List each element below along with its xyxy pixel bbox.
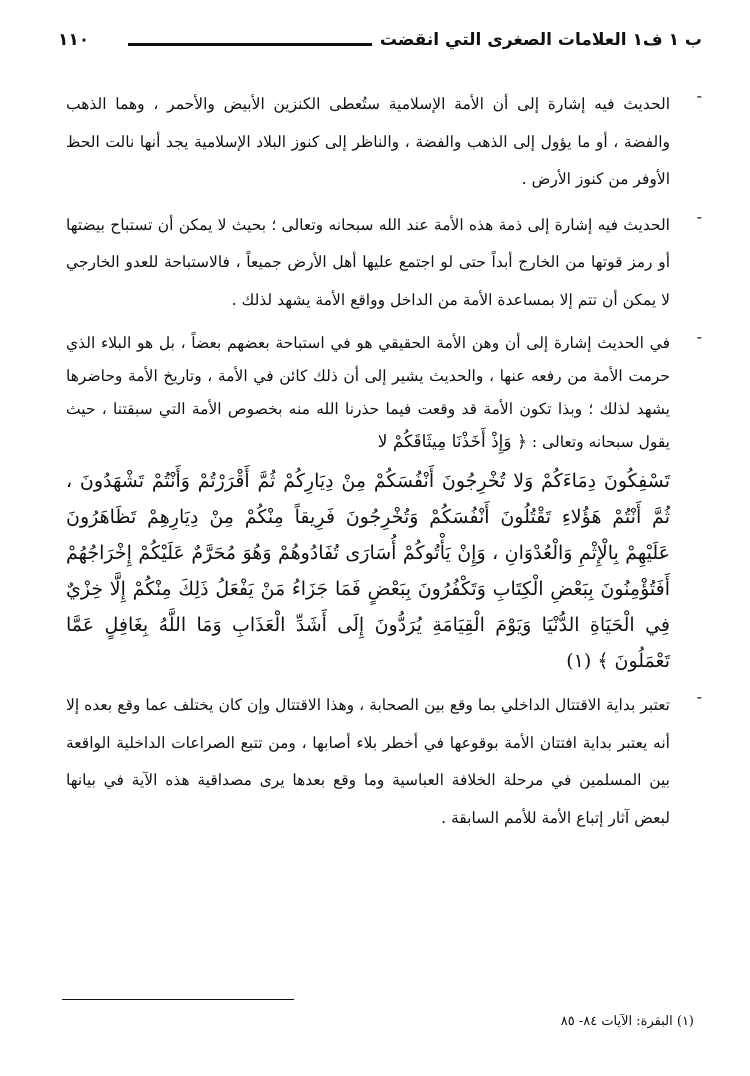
bullet-dash: - bbox=[696, 687, 702, 706]
paragraph-text: الحديث فيه إشارة إلى ذمة هذه الأمة عند الله سبحانه وتعالى ؛ بحيث لا يمكن أن تستباح بيضتها أو رمز قوتها من الخارج أبداً حتى لو اجتمع عليها أهل الأرض جميعاً ، فالاستباحة للعدو الخارجي لا يمكن أن تتم إلا بمساعدة الأمة من الداخل وواقع الأمة يشهد لذلك . bbox=[66, 215, 670, 309]
paragraph-with-quote bbox=[66, 327, 670, 459]
footnote: (١) البقرة: الآيات ٨٤- ٨٥ bbox=[560, 1014, 694, 1029]
list-item bbox=[66, 687, 702, 837]
page-body bbox=[66, 86, 702, 845]
running-title: ب ١ ف١ العلامات الصغرى التي انقضت bbox=[379, 30, 702, 50]
quran-verse: تَسْفِكُونَ دِمَاءَكُمْ وَلا تُخْرِجُونَ أَنْفُسَكُمْ مِنْ دِيَارِكُمْ ثُمَّ أَقْرَرْتُمْ وَأَنْتُمْ تَشْهَدُونَ ، ثُمَّ أَنْتُمْ هَؤُلاءِ تَقْتُلُونَ أَنْفُسَكُمْ وَتُخْرِجُونَ فَرِيقاً مِنْكُمْ مِنْ دِيَارِهِمْ تَظَاهَرُونَ عَلَيْهِمْ بِالْإِثْمِ وَالْعُدْوَانِ ، وَإِنْ يَأْتُوكُمْ أُسَارَى تُفَادُوهُمْ وَهُوَ مُحَرَّمٌ عَلَيْكُمْ إِخْرَاجُهُمْ أَفَتُؤْمِنُونَ بِبَعْضِ الْكِتَابِ وَتَكْفُرُونَ بِبَعْضٍ فَمَا جَزَاءُ مَنْ يَفْعَلُ ذَلِكَ مِنْكُمْ إِلَّا خِزْيٌ فِي الْحَيَاةِ الدُّنْيَا وَيَوْمَ الْقِيَامَةِ يُرَدُّونَ إِلَى أَشَدِّ الْعَذَابِ وَمَا اللَّهُ بِغَافِلٍ عَمَّا تَعْمَلُونَ ﴾ (١) bbox=[66, 470, 670, 672]
header-rule bbox=[128, 43, 372, 46]
page-number: ١١٠ bbox=[58, 30, 90, 50]
list-item bbox=[66, 86, 702, 199]
bullet-dash: - bbox=[696, 206, 702, 226]
paragraph-text: تعتبر بداية الاقتتال الداخلي بما وقع بين الصحابة ، وهذا الاقتتال وإن كان يختلف عما وقع بعده إلا أنه يعتبر بداية افتتان الأمة بوقوعها في أخطر بلاء أصابها ، ومن تتبع الصراعات الداخلية الواقعة بين المسلمين في مرحلة الخلافة العباسية وما وقع بعدها يرى مصداقية هذه الآية في بيانها لبعض آثار إتباع الأمة للأمم السابقة . bbox=[66, 696, 670, 827]
paragraph-text: الحديث فيه إشارة إلى أن الأمة الإسلامية ستُعطى الكنزين الأبيض والأحمر ، وهما الذهب والفضة ، أو ما يؤول إلى الذهب والفضة ، والناظر إلى كنوز البلاد الإسلامية يجد أنها نالت الحظ الأوفر من كنوز الأرض . bbox=[66, 95, 670, 188]
page-header bbox=[58, 24, 702, 64]
quran-opening: ﴿ وَإِذْ أَخَذْنَا مِيثَاقَكُمْ لا bbox=[377, 432, 527, 452]
bullet-dash: - bbox=[696, 86, 702, 105]
footnote-separator bbox=[62, 999, 294, 1000]
list-item bbox=[66, 207, 702, 320]
bullet-dash: - bbox=[696, 327, 702, 346]
paragraph-text: في الحديث إشارة إلى أن وهن الأمة الحقيقي هو في استباحة بعضهم بعضاً ، بل هو البلاء الذي حرمت الأمة من رفعه عنها ، والحديث يشير إلى أن ذلك كائن في الأمة ، وتاريخ الأمة وحاضرها يشهد لذلك ؛ وبذا تكون الأمة قد وقعت فيما حذرنا الله منه بخصوص الأمة التي سبقتنا ، حيث يقول سبحانه وتعالى : bbox=[66, 334, 670, 451]
list-item bbox=[66, 327, 702, 679]
